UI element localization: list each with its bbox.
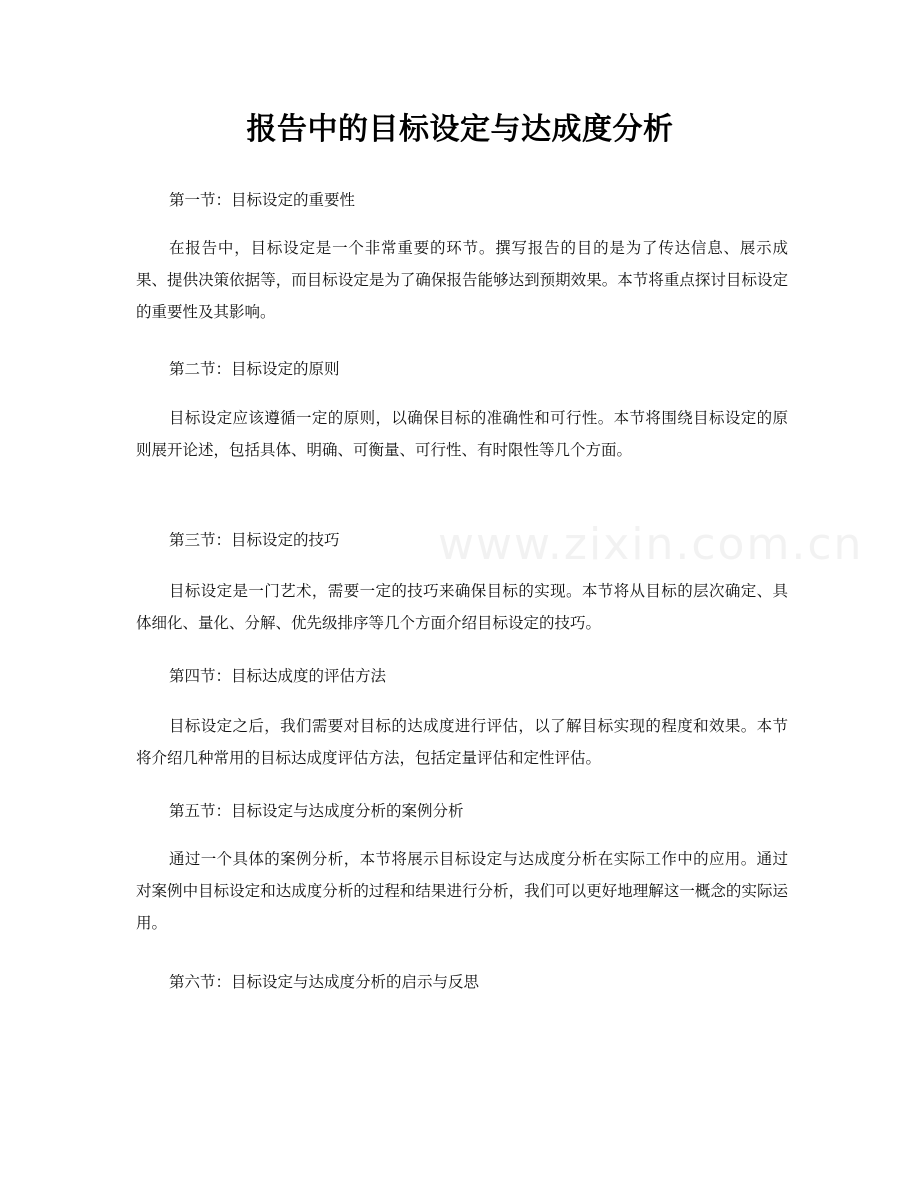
section-heading-4: 第四节：目标达成度的评估方法	[169, 667, 387, 685]
section-heading-1: 第一节：目标设定的重要性	[169, 191, 356, 209]
section-paragraph-4: 目标设定之后，我们需要对目标的达成度进行评估，以了解目标实现的程度和效果。本节将介绍几种常用的目标达成度评估方法，包括定量评估和定性评估。	[136, 717, 788, 767]
section-paragraph-1: 在报告中，目标设定是一个非常重要的环节。撰写报告的目的是为了传达信息、展示成果、提供决策依据等，而目标设定是为了确保报告能够达到预期效果。本节将重点探讨目标设定的重要性及其影响。	[136, 239, 788, 321]
section-heading-5: 第五节：目标设定与达成度分析的案例分析	[169, 802, 464, 820]
section-paragraph-5: 通过一个具体的案例分析，本节将展示目标设定与达成度分析在实际工作中的应用。通过对案例中目标设定和达成度分析的过程和结果进行分析，我们可以更好地理解这一概念的实际运用。	[136, 850, 788, 932]
section-heading-2: 第二节：目标设定的原则	[169, 360, 340, 378]
section-paragraph-3: 目标设定是一门艺术，需要一定的技巧来确保目标的实现。本节将从目标的层次确定、具体细化、量化、分解、优先级排序等几个方面介绍目标设定的技巧。	[136, 582, 788, 632]
document-title: 报告中的目标设定与达成度分析	[246, 112, 674, 147]
section-paragraph-2: 目标设定应该遵循一定的原则，以确保目标的准确性和可行性。本节将围绕目标设定的原则展开论述，包括具体、明确、可衡量、可行性、有时限性等几个方面。	[136, 409, 788, 459]
section-heading-3: 第三节：目标设定的技巧	[169, 531, 340, 549]
watermark-text: www.zixin.com.cn	[438, 519, 864, 570]
section-heading-6: 第六节：目标设定与达成度分析的启示与反思	[169, 973, 480, 991]
